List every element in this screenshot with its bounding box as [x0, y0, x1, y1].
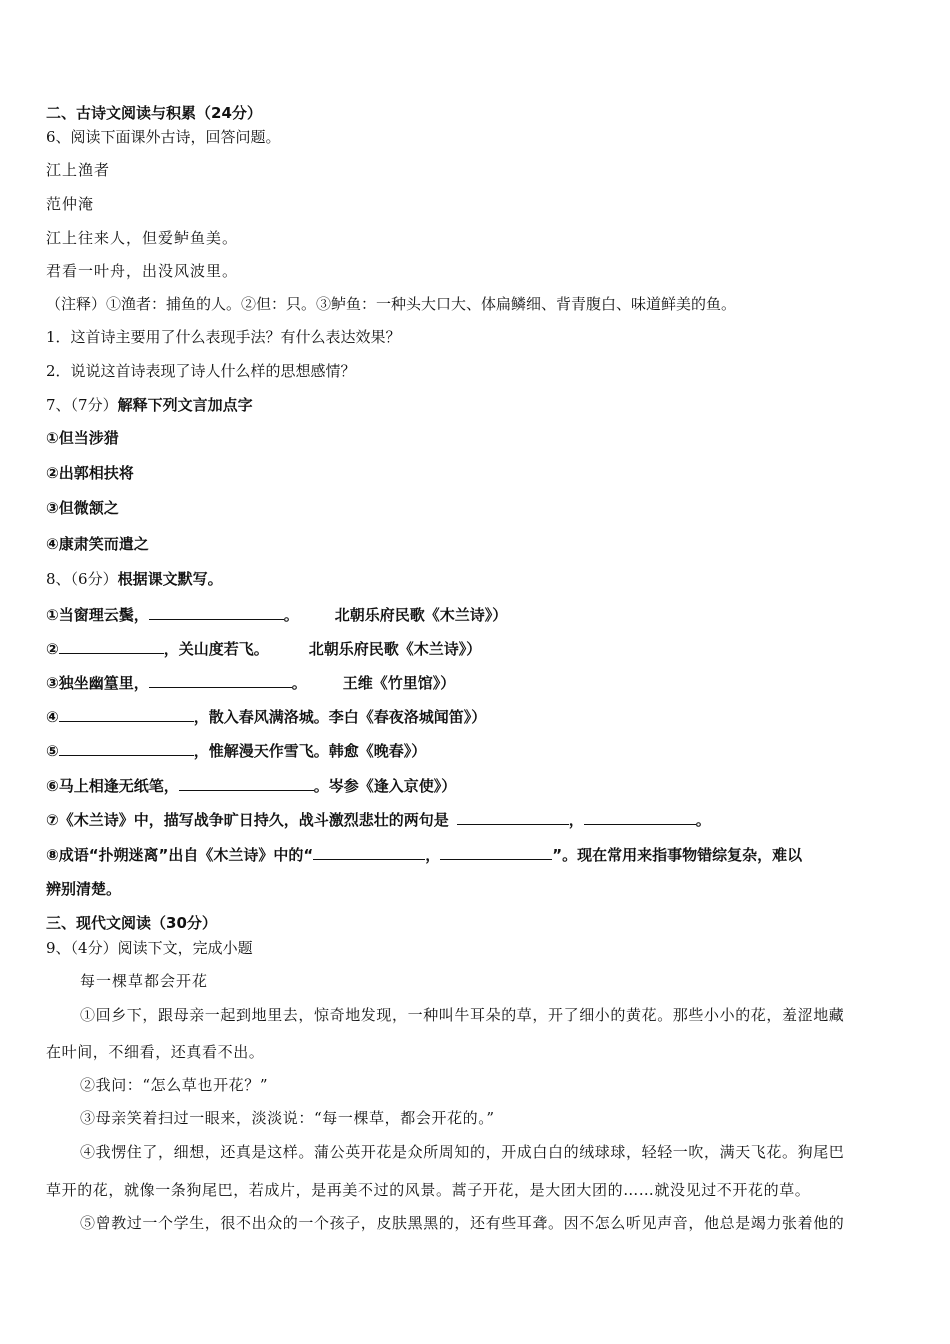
poem-author: 范仲淹	[46, 195, 95, 213]
question-7-prompt	[46, 395, 253, 415]
dictation-text: ，	[425, 846, 441, 864]
answer-blank[interactable]	[313, 843, 425, 860]
answer-blank[interactable]	[59, 637, 164, 654]
dictation-text: 。岑参《逢入京使》）	[313, 777, 457, 795]
question-6-prompt: 6、阅读下面课外古诗，回答问题。	[46, 128, 281, 146]
answer-blank[interactable]	[59, 705, 194, 722]
dictation-line	[46, 603, 507, 625]
dictation-text: ④	[46, 708, 59, 726]
dictation-source: 北朝乐府民歌《木兰诗》）	[308, 640, 482, 658]
poem-title: 江上渔者	[46, 161, 111, 179]
dictation-text: ③独坐幽篁里，	[46, 674, 149, 692]
dictation-line	[46, 671, 455, 693]
list-item: ②出郭相扶将	[46, 464, 134, 482]
question-instruction: 解释下列文言加点字	[117, 396, 253, 414]
question-score: 7、（7分）	[46, 396, 118, 414]
dictation-line: 辨别清楚。	[46, 880, 122, 898]
poem-note: （注释）①渔者：捕鱼的人。②但：只。③鲈鱼：一种头大口大、体扁鳞细、背青腹白、味道鲜美的鱼。	[46, 295, 737, 313]
article-paragraph: 草开的花，就像一条狗尾巴，若成片，是再美不过的风景。蒿子开花，是大团大团的……就没见过不开花的草。	[46, 1181, 811, 1199]
dictation-source: 北朝乐府民歌《木兰诗》）	[334, 606, 508, 624]
dictation-line	[46, 843, 802, 865]
article-paragraph: ②我问：“怎么草也开花？”	[80, 1076, 269, 1094]
dictation-text: ②	[46, 640, 59, 658]
dictation-line	[46, 774, 456, 796]
article-paragraph: ③母亲笑着扫过一眼来，淡淡说：“每一棵草，都会开花的。”	[80, 1109, 495, 1127]
answer-blank[interactable]	[584, 808, 696, 825]
article-title: 每一棵草都会开花	[80, 972, 209, 990]
article-paragraph: 在叶间，不细看，还真看不出。	[46, 1043, 265, 1061]
section-heading: 三、现代文阅读（30分）	[46, 914, 217, 932]
dictation-text: 。	[283, 606, 299, 624]
answer-blank[interactable]	[440, 843, 552, 860]
poem-line: 江上往来人，但爱鲈鱼美。	[46, 229, 239, 247]
dictation-text: ，	[568, 811, 584, 829]
answer-blank[interactable]	[149, 671, 292, 688]
question-score: 8、（6分）	[46, 570, 118, 588]
dictation-line	[46, 705, 486, 727]
list-item: ①但当涉猎	[46, 429, 119, 447]
dictation-text: ⑤	[46, 742, 59, 760]
answer-blank[interactable]	[457, 808, 569, 825]
section-heading: 二、古诗文阅读与积累（24分）	[46, 104, 262, 122]
dictation-text: ，关山度若飞。	[163, 640, 269, 658]
article-paragraph: ④我愣住了，细想，还真是这样。蒲公英开花是众所周知的，开成白白的绒球球，轻轻一吹，满天飞花。狗尾巴	[80, 1143, 845, 1161]
list-item: ④康肃笑而遣之	[46, 535, 149, 553]
question-instruction: 根据课文默写。	[117, 570, 223, 588]
dictation-text: ①当窗理云鬓，	[46, 606, 149, 624]
list-item: ③但微颔之	[46, 499, 119, 517]
sub-question: 1．这首诗主要用了什么表现手法？有什么表达效果？	[46, 328, 401, 346]
answer-blank[interactable]	[59, 739, 194, 756]
dictation-text: ⑧成语“扑朔迷离”出自《木兰诗》中的“	[46, 846, 314, 864]
dictation-text: ，散入春风满洛城。李白《春夜洛城闻笛》）	[193, 708, 487, 726]
dictation-text: ⑦《木兰诗》中，描写战争旷日持久，战斗激烈悲壮的两句是	[46, 811, 449, 829]
sub-question: 2．说说这首诗表现了诗人什么样的思想感情？	[46, 362, 356, 380]
answer-blank[interactable]	[179, 774, 314, 791]
article-paragraph: ①回乡下，跟母亲一起到地里去，惊奇地发现，一种叫牛耳朵的草，开了细小的黄花。那些小小的花，羞涩地藏	[80, 1006, 845, 1024]
question-8-prompt	[46, 569, 223, 589]
dictation-text: ⑥马上相逢无纸笔，	[46, 777, 179, 795]
dictation-text: ”。现在常用来指事物错综复杂，难以	[552, 846, 803, 864]
dictation-line	[46, 808, 711, 830]
question-9-prompt: 9、（4分）阅读下文，完成小题	[46, 939, 253, 957]
dictation-text: 。	[291, 674, 307, 692]
dictation-source: 王维《竹里馆》）	[342, 674, 456, 692]
dictation-text: ，惟解漫天作雪飞。韩愈《晚春》）	[193, 742, 427, 760]
dictation-line	[46, 739, 426, 761]
answer-blank[interactable]	[149, 603, 284, 620]
dictation-text: 。	[695, 811, 711, 829]
poem-line: 君看一叶舟，出没风波里。	[46, 262, 239, 280]
article-paragraph: ⑤曾教过一个学生，很不出众的一个孩子，皮肤黑黑的，还有些耳聋。因不怎么听见声音，他总是竭力张着他的	[80, 1214, 845, 1232]
dictation-line	[46, 637, 481, 659]
